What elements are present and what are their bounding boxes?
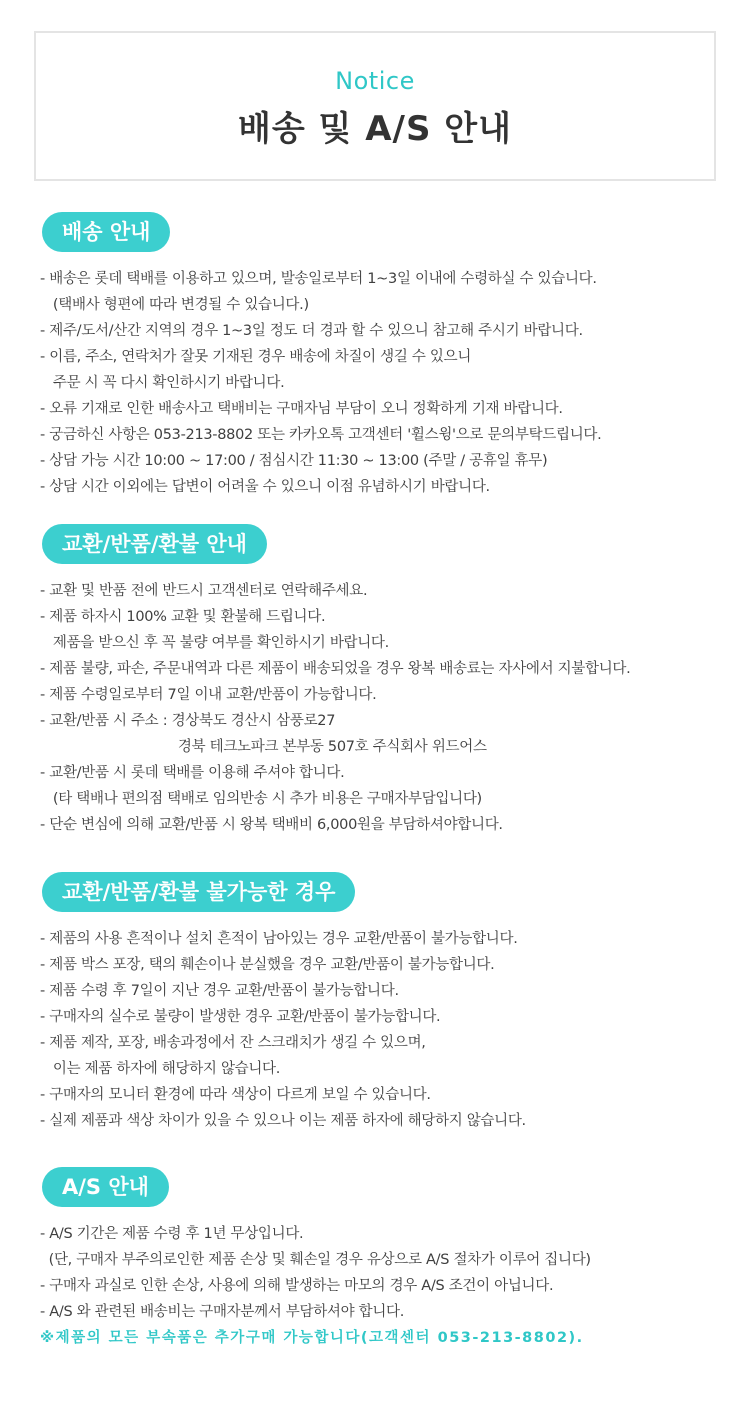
info-line: - A/S 기간은 제품 수령 후 1년 무상입니다. bbox=[40, 1226, 304, 1242]
info-line: - 교환/반품 시 롯데 택배를 이용해 주셔야 합니다. bbox=[40, 765, 345, 781]
info-line: - 교환/반품 시 주소 : 경상북도 경산시 삼풍로27 bbox=[40, 713, 336, 729]
info-line: - 궁금하신 사항은 053-213-8802 또는 카카오톡 고객센터 '휠스윙'으로 문의부탁드립니다. bbox=[40, 427, 602, 443]
info-line: - 구매자 과실로 인한 손상, 사용에 의해 발생하는 마모의 경우 A/S 조건이 아닙니다. bbox=[40, 1278, 554, 1294]
info-line: - 제품 수령 후 7일이 지난 경우 교환/반품이 불가능합니다. bbox=[40, 983, 399, 999]
info-line: - A/S 와 관련된 배송비는 구매자분께서 부담하셔야 합니다. bbox=[40, 1304, 405, 1320]
info-line: (택배사 형편에 따라 변경될 수 있습니다.) bbox=[40, 297, 309, 313]
info-line: - 제품 제작, 포장, 배송과정에서 잔 스크래치가 생길 수 있으며, bbox=[40, 1035, 426, 1051]
info-line: 주문 시 꼭 다시 확인하시기 바랍니다. bbox=[40, 375, 285, 391]
info-line: - 이름, 주소, 연락처가 잘못 기재된 경우 배송에 차질이 생길 수 있으니 bbox=[40, 349, 472, 365]
section-title-pill: A/S 안내 bbox=[42, 1167, 169, 1207]
info-line: - 제품 수령일로부터 7일 이내 교환/반품이 가능합니다. bbox=[40, 687, 377, 703]
section-shipping bbox=[40, 212, 730, 500]
accessory-purchase-note: ※제품의 모든 부속품은 추가구매 가능합니다(고객센터 053-213-8802). bbox=[40, 1330, 584, 1346]
section-title-pill: 교환/반품/환불 안내 bbox=[42, 524, 267, 564]
section-lines bbox=[40, 926, 730, 1134]
info-line: - 상담 시간 이외에는 답변이 어려울 수 있으니 이점 유념하시기 바랍니다. bbox=[40, 479, 490, 495]
section-title-pill: 배송 안내 bbox=[42, 212, 170, 252]
info-line: - 배송은 롯데 택배를 이용하고 있으며, 발송일로부터 1~3일 이내에 수령하실 수 있습니다. bbox=[40, 271, 597, 287]
section-not-returnable bbox=[40, 872, 730, 1134]
info-line: - 단순 변심에 의해 교환/반품 시 왕복 택배비 6,000원을 부담하셔야합니다. bbox=[40, 817, 503, 833]
info-line: (단, 구매자 부주의로인한 제품 손상 및 훼손일 경우 유상으로 A/S 절차가 이루어 집니다) bbox=[40, 1252, 591, 1268]
info-line: 제품을 받으신 후 꼭 불량 여부를 확인하시기 바랍니다. bbox=[40, 635, 389, 651]
notice-header-box bbox=[34, 31, 716, 181]
section-lines bbox=[40, 1221, 730, 1351]
info-line: 경북 테크노파크 본부동 507호 주식회사 위드어스 bbox=[40, 739, 487, 755]
page-title: 배송 및 A/S 안내 bbox=[238, 109, 512, 149]
info-line: - 실제 제품과 색상 차이가 있을 수 있으나 이는 제품 하자에 해당하지 않습니다. bbox=[40, 1113, 526, 1129]
info-line: - 오류 기재로 인한 배송사고 택배비는 구매자님 부담이 오니 정확하게 기재 바랍니다. bbox=[40, 401, 563, 417]
info-line: - 상담 가능 시간 10:00 ~ 17:00 / 점심시간 11:30 ~ 13:00 (주말 / 공휴일 휴무) bbox=[40, 453, 548, 469]
info-line: - 제품의 사용 흔적이나 설치 흔적이 남아있는 경우 교환/반품이 불가능합니다. bbox=[40, 931, 518, 947]
info-line: - 구매자의 실수로 불량이 발생한 경우 교환/반품이 불가능합니다. bbox=[40, 1009, 441, 1025]
info-line: - 제품 불량, 파손, 주문내역과 다른 제품이 배송되었을 경우 왕복 배송료는 자사에서 지불합니다. bbox=[40, 661, 631, 677]
notice-label: Notice bbox=[335, 67, 415, 95]
section-lines bbox=[40, 266, 730, 500]
section-title-pill: 교환/반품/환불 불가능한 경우 bbox=[42, 872, 355, 912]
section-lines bbox=[40, 578, 730, 838]
info-line: - 제주/도서/산간 지역의 경우 1~3일 정도 더 경과 할 수 있으니 참고해 주시기 바랍니다. bbox=[40, 323, 583, 339]
info-line: 이는 제품 하자에 해당하지 않습니다. bbox=[40, 1061, 281, 1077]
section-exchange-return bbox=[40, 524, 730, 838]
section-after-service bbox=[40, 1167, 730, 1351]
info-line: - 교환 및 반품 전에 반드시 고객센터로 연락해주세요. bbox=[40, 583, 368, 599]
info-line: (타 택배나 편의점 택배로 임의반송 시 추가 비용은 구매자부담입니다) bbox=[40, 791, 482, 807]
info-line: - 제품 하자시 100% 교환 및 환불해 드립니다. bbox=[40, 609, 326, 625]
info-line: - 구매자의 모니터 환경에 따라 색상이 다르게 보일 수 있습니다. bbox=[40, 1087, 431, 1103]
info-line: - 제품 박스 포장, 택의 훼손이나 분실했을 경우 교환/반품이 불가능합니다. bbox=[40, 957, 495, 973]
